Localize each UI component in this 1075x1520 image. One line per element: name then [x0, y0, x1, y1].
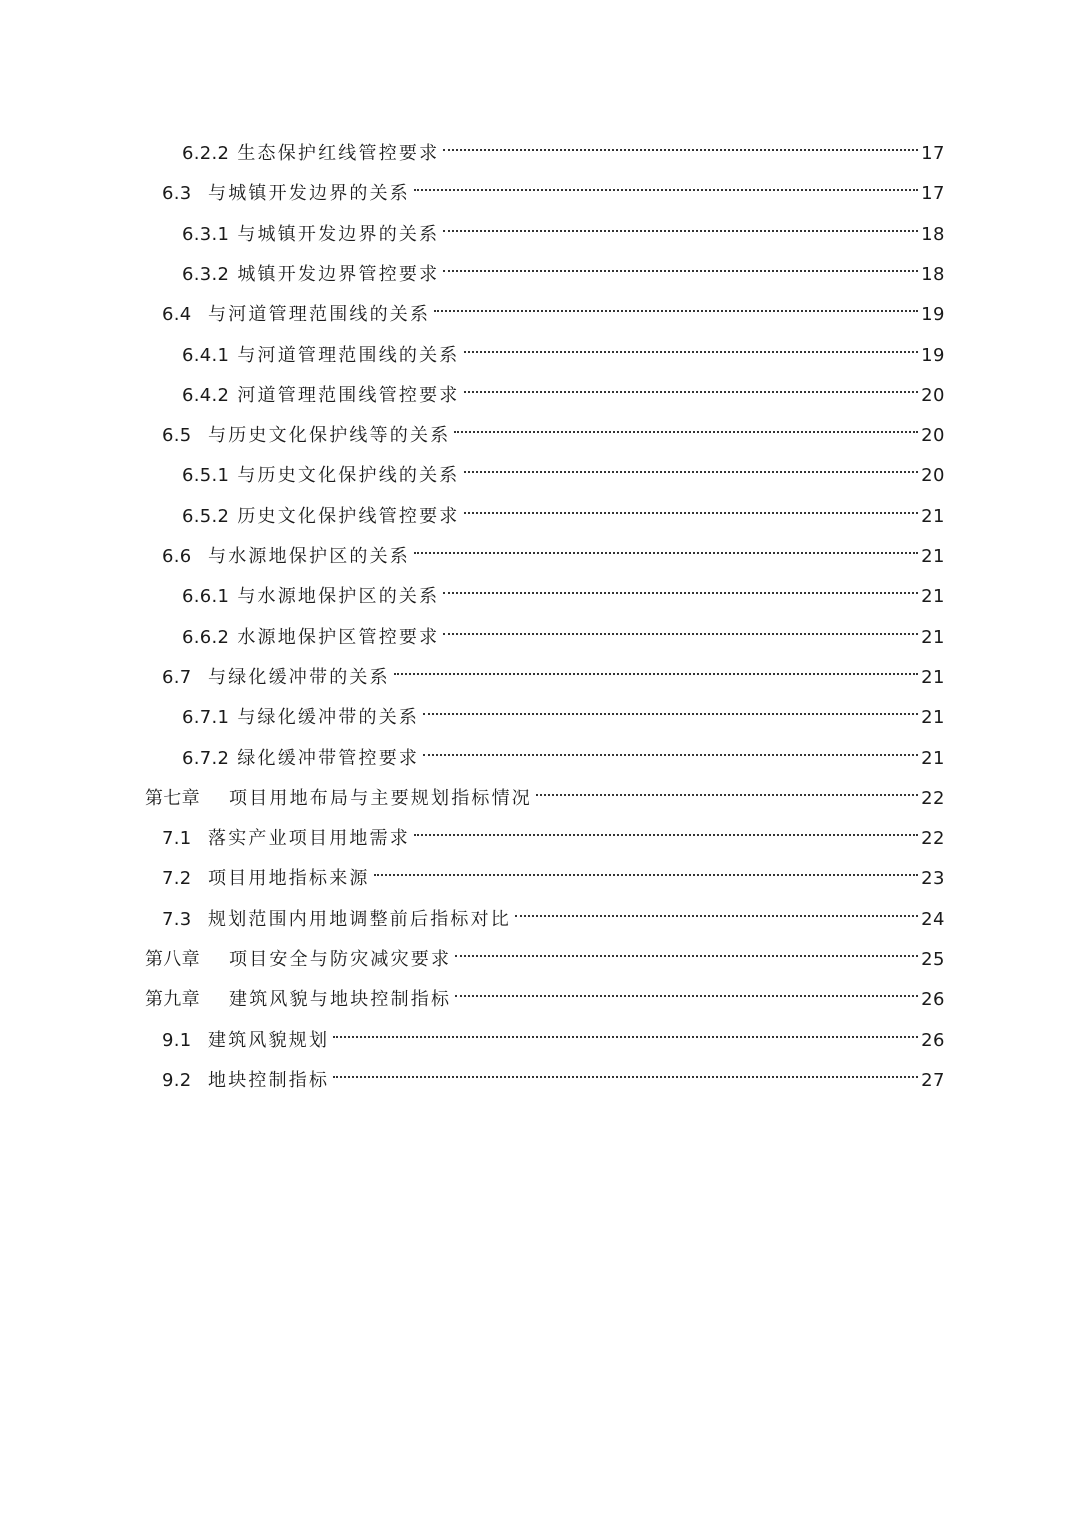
- toc-page-number: 21: [921, 707, 945, 729]
- toc-title: 项目用地布局与主要规划指标情况: [229, 787, 532, 809]
- toc-entry[interactable]: [182, 371, 945, 406]
- toc-entry[interactable]: [182, 734, 945, 769]
- toc-page-number: 24: [921, 908, 945, 930]
- toc-entry[interactable]: [162, 411, 945, 447]
- toc-entry[interactable]: [145, 935, 945, 970]
- toc-title: 与绿化缓冲带的关系: [237, 707, 420, 729]
- toc-entry[interactable]: [162, 1056, 945, 1091]
- dot-leader: [454, 411, 918, 441]
- toc-page-number: 26: [921, 1029, 945, 1051]
- toc-chapter-number: 第九章: [145, 989, 200, 1011]
- toc-entry[interactable]: [145, 774, 945, 809]
- toc-entry[interactable]: [182, 210, 945, 245]
- dot-leader: [464, 451, 918, 481]
- dot-leader: [455, 975, 918, 1005]
- toc-number: 6.3: [162, 183, 192, 205]
- toc-entry[interactable]: [182, 572, 945, 608]
- toc-entry[interactable]: [182, 613, 945, 648]
- toc-chapter-number: 第八章: [145, 949, 200, 970]
- toc-title: 城镇开发边界管控要求: [237, 263, 440, 285]
- toc-number: 6.3.1: [182, 223, 230, 245]
- toc-entry[interactable]: [182, 693, 945, 729]
- toc-title: 与河道管理范围线的关系: [208, 304, 431, 326]
- toc-page-number: 21: [921, 666, 945, 688]
- toc-number: 6.7.1: [182, 707, 230, 729]
- dot-leader: [423, 693, 918, 723]
- dot-leader: [536, 774, 918, 804]
- toc-page-number: 27: [921, 1069, 945, 1091]
- toc-page-number: 18: [921, 223, 945, 245]
- toc-page-number: 21: [921, 626, 945, 648]
- toc-title: 水源地保护区管控要求: [237, 626, 440, 648]
- toc-title: 建筑风貌规划: [208, 1029, 330, 1051]
- toc-entry[interactable]: [162, 290, 945, 326]
- toc-page-number: 17: [921, 183, 945, 205]
- dot-leader: [443, 572, 918, 602]
- toc-title: 与绿化缓冲带的关系: [208, 666, 390, 688]
- toc-entry[interactable]: [145, 975, 945, 1011]
- dot-leader: [423, 734, 918, 764]
- toc-page-number: 19: [921, 304, 945, 326]
- toc-title: 项目用地指标来源: [208, 868, 370, 890]
- toc-page-number: 21: [921, 586, 945, 608]
- dot-leader: [414, 169, 918, 199]
- dot-leader: [333, 1056, 918, 1086]
- toc-title: 与水源地保护区的关系: [237, 586, 440, 608]
- toc-page-number: 17: [921, 143, 945, 164]
- toc-number: 6.4: [162, 304, 192, 326]
- toc-page-number: 20: [921, 425, 945, 447]
- toc-number: 6.5: [162, 425, 192, 447]
- toc-entry[interactable]: [182, 492, 945, 527]
- toc-number: 6.6.2: [182, 626, 230, 648]
- toc-number: 6.7.2: [182, 747, 230, 769]
- toc-entry[interactable]: [182, 331, 945, 366]
- toc-entry[interactable]: [182, 250, 945, 285]
- toc-number: 7.3: [162, 908, 192, 930]
- dot-leader: [414, 532, 918, 562]
- toc-title: 建筑风貌与地块控制指标: [229, 989, 452, 1011]
- dot-leader: [455, 935, 918, 965]
- toc-number: 6.5.1: [182, 465, 230, 487]
- toc-number: 6.4.2: [182, 384, 230, 406]
- dot-leader: [443, 129, 918, 159]
- toc-entry[interactable]: [162, 1016, 945, 1051]
- toc-chapter-number: 第七章: [145, 787, 200, 809]
- toc-entry[interactable]: [162, 814, 945, 850]
- dot-leader: [414, 814, 918, 844]
- toc-number: 6.7: [162, 666, 192, 688]
- toc-title: 绿化缓冲带管控要求: [237, 747, 420, 769]
- toc-title: 与历史文化保护线等的关系: [208, 425, 451, 447]
- toc-title: 落实产业项目用地需求: [208, 828, 410, 850]
- toc-number: 6.2.2: [182, 143, 230, 164]
- dot-leader: [443, 210, 918, 240]
- toc-page-number: 21: [921, 505, 945, 527]
- toc-entry[interactable]: [162, 895, 945, 930]
- toc-page-number: 22: [921, 787, 945, 809]
- toc-entry[interactable]: [162, 653, 945, 688]
- dot-leader: [374, 854, 918, 884]
- toc-page-number: 22: [921, 828, 945, 850]
- toc-page-number: 20: [921, 384, 945, 406]
- dot-leader: [333, 1016, 918, 1046]
- dot-leader: [443, 250, 918, 280]
- toc-number: 7.2: [162, 868, 192, 890]
- toc-page-number: 23: [921, 868, 945, 890]
- toc-entry[interactable]: [162, 169, 945, 205]
- dot-leader: [464, 492, 918, 522]
- dot-leader: [464, 331, 918, 361]
- toc-number: 6.6: [162, 546, 192, 567]
- dot-leader: [394, 653, 918, 683]
- toc-page-number: 20: [921, 465, 945, 487]
- toc-page-number: 25: [921, 949, 945, 970]
- toc-number: 9.1: [162, 1029, 192, 1051]
- toc-title: 与城镇开发边界的关系: [237, 223, 440, 245]
- toc-number: 6.5.2: [182, 505, 230, 527]
- toc-page-number: 18: [921, 263, 945, 285]
- dot-leader: [464, 371, 918, 401]
- toc-entry[interactable]: [162, 532, 945, 567]
- toc-page-number: 19: [921, 344, 945, 366]
- toc-number: 9.2: [162, 1069, 192, 1091]
- dot-leader: [434, 290, 918, 320]
- toc-page-number: 21: [921, 546, 945, 567]
- toc-number: 7.1: [162, 828, 192, 850]
- toc-title: 生态保护红线管控要求: [237, 143, 440, 164]
- toc-title: 地块控制指标: [208, 1069, 330, 1091]
- dot-leader: [515, 895, 918, 925]
- toc-entry[interactable]: [182, 451, 945, 487]
- toc-title: 河道管理范围线管控要求: [237, 384, 460, 406]
- toc-title: 与历史文化保护线的关系: [237, 465, 460, 487]
- toc-title: 与河道管理范围线的关系: [237, 344, 460, 366]
- toc-number: 6.6.1: [182, 586, 230, 608]
- toc-title: 项目安全与防灾减灾要求: [229, 949, 452, 970]
- dot-leader: [443, 613, 918, 643]
- toc-page-number: 21: [921, 747, 945, 769]
- toc-entry[interactable]: [182, 129, 945, 164]
- toc-title: 规划范围内用地调整前后指标对比: [208, 908, 511, 930]
- toc-title: 与城镇开发边界的关系: [208, 183, 410, 205]
- toc-entry[interactable]: [162, 854, 945, 890]
- toc-title: 与水源地保护区的关系: [208, 546, 410, 567]
- toc-number: 6.4.1: [182, 344, 230, 366]
- toc-title: 历史文化保护线管控要求: [237, 505, 460, 527]
- toc-page-number: 26: [921, 989, 945, 1011]
- toc-number: 6.3.2: [182, 263, 230, 285]
